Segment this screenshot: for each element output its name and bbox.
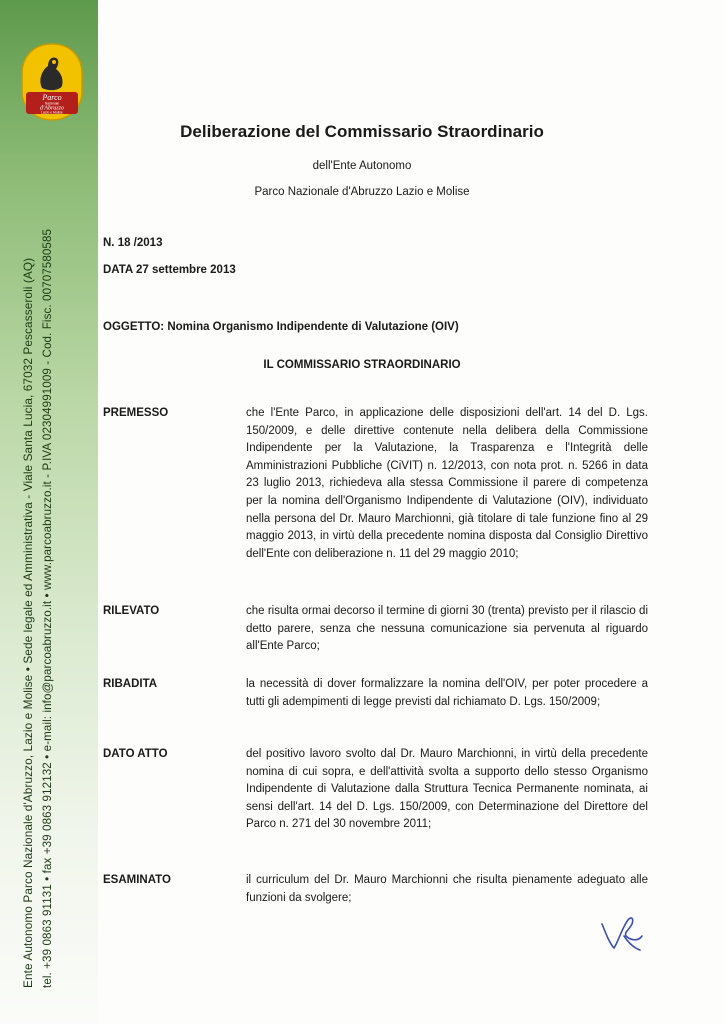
- document-title: Deliberazione del Commissario Straordinario: [180, 122, 544, 141]
- section-text-premesso: che l'Ente Parco, in applicazione delle disposizioni dell'art. 14 del D. Lgs. 150/2009, e delle direttive contenute nella delibera della Commissione Indipendente per la Valutazione, la Trasparenza e l'Integrità delle Amministrazioni Pubbliche (CiVIT) n. 12/2013, con nota prot. n. 5266 in data 23 luglio 2013, richiedeva alla stessa Commissione il parere di competenza per la nomina dell'Organismo Indipendente di Valutazione (OIV), individuato nella persona del Dr. Mauro Marchionni, già titolare di tale funzione fino al 29 maggio 2013, in virtù della precedente nomina disposta dal Consiglio Direttivo dell'Ente con deliberazione n. 11 del 29 maggio 2010;: [246, 407, 648, 560]
- document-subtitle-2: Parco Nazionale d'Abruzzo Lazio e Molise: [254, 186, 470, 198]
- document-number: N. 18 /2013: [103, 237, 163, 249]
- section-text-dato-atto: del positivo lavoro svolto dal Dr. Mauro Marchionni, in virtù della precedente nomina di cui sopra, e dell'attività svolta a supporto dello stesso Organismo Indipendente di Valutazione dalla Struttura Tecnica Permanente nominata, ai sensi dell'art. 14 del D. Lgs. 150/2009, con Determinazione del Direttore del Parco n. 271 del 30 novembre 2011;: [246, 748, 648, 831]
- logo-text-nazionale: Nazionale: [44, 101, 60, 106]
- section-text-esaminato: il curriculum del Dr. Mauro Marchionni che risulta pienamente adeguato alle funzioni da svolgere;: [246, 874, 648, 904]
- section-label-rilevato: RILEVATO: [103, 605, 160, 617]
- logo-text-lazio-molise: Lazio e Molise: [41, 110, 63, 115]
- section-label-dato-atto: DATO ATTO: [103, 748, 168, 760]
- section-label-esaminato: ESAMINATO: [103, 874, 171, 886]
- section-text-ribadita: la necessità di dover formalizzare la nomina dell'OIV, per poter procedere a tutti gli adempimenti di legge previsti dal richiamato D. Lgs. 150/2009;: [246, 678, 648, 708]
- section-heading: IL COMMISSARIO STRAORDINARIO: [263, 359, 461, 371]
- logo-text-parco: Parco: [42, 93, 62, 102]
- document-date: DATA 27 settembre 2013: [103, 264, 236, 276]
- sidebar-contact-line: tel. +39 0863 91131 • fax +39 0863 912132 • e-mail: info@parcoabruzzo.it • www.parcoabruzzo.it - P.IVA 02304991009 - Cod. Fisc. 00707580585: [41, 228, 54, 988]
- section-label-premesso: PREMESSO: [103, 407, 169, 419]
- logo-text-abruzzo: d'Abruzzo: [40, 105, 64, 112]
- section-label-ribadita: RIBADITA: [103, 678, 158, 690]
- initials-signature: [598, 912, 646, 954]
- section-text-rilevato: che risulta ormai decorso il termine di giorni 30 (trenta) previsto per il rilascio di detto parere, senza che nessuna comunicazione sia pervenuta al riguardo all'Ente Parco;: [246, 605, 648, 653]
- document-subject: OGGETTO: Nomina Organismo Indipendente di Valutazione (OIV): [103, 321, 459, 333]
- document-subtitle-1: dell'Ente Autonomo: [312, 160, 412, 172]
- sidebar-address-line: Ente Autonomo Parco Nazionale d'Abruzzo, Lazio e Molise • Sede legale ed Amministrativa - Viale Santa Lucia, 67032 Pescasseroli (AQ): [21, 257, 35, 988]
- sidebar-banner: [0, 0, 98, 1024]
- sidebar-contact-text: [18, 108, 58, 988]
